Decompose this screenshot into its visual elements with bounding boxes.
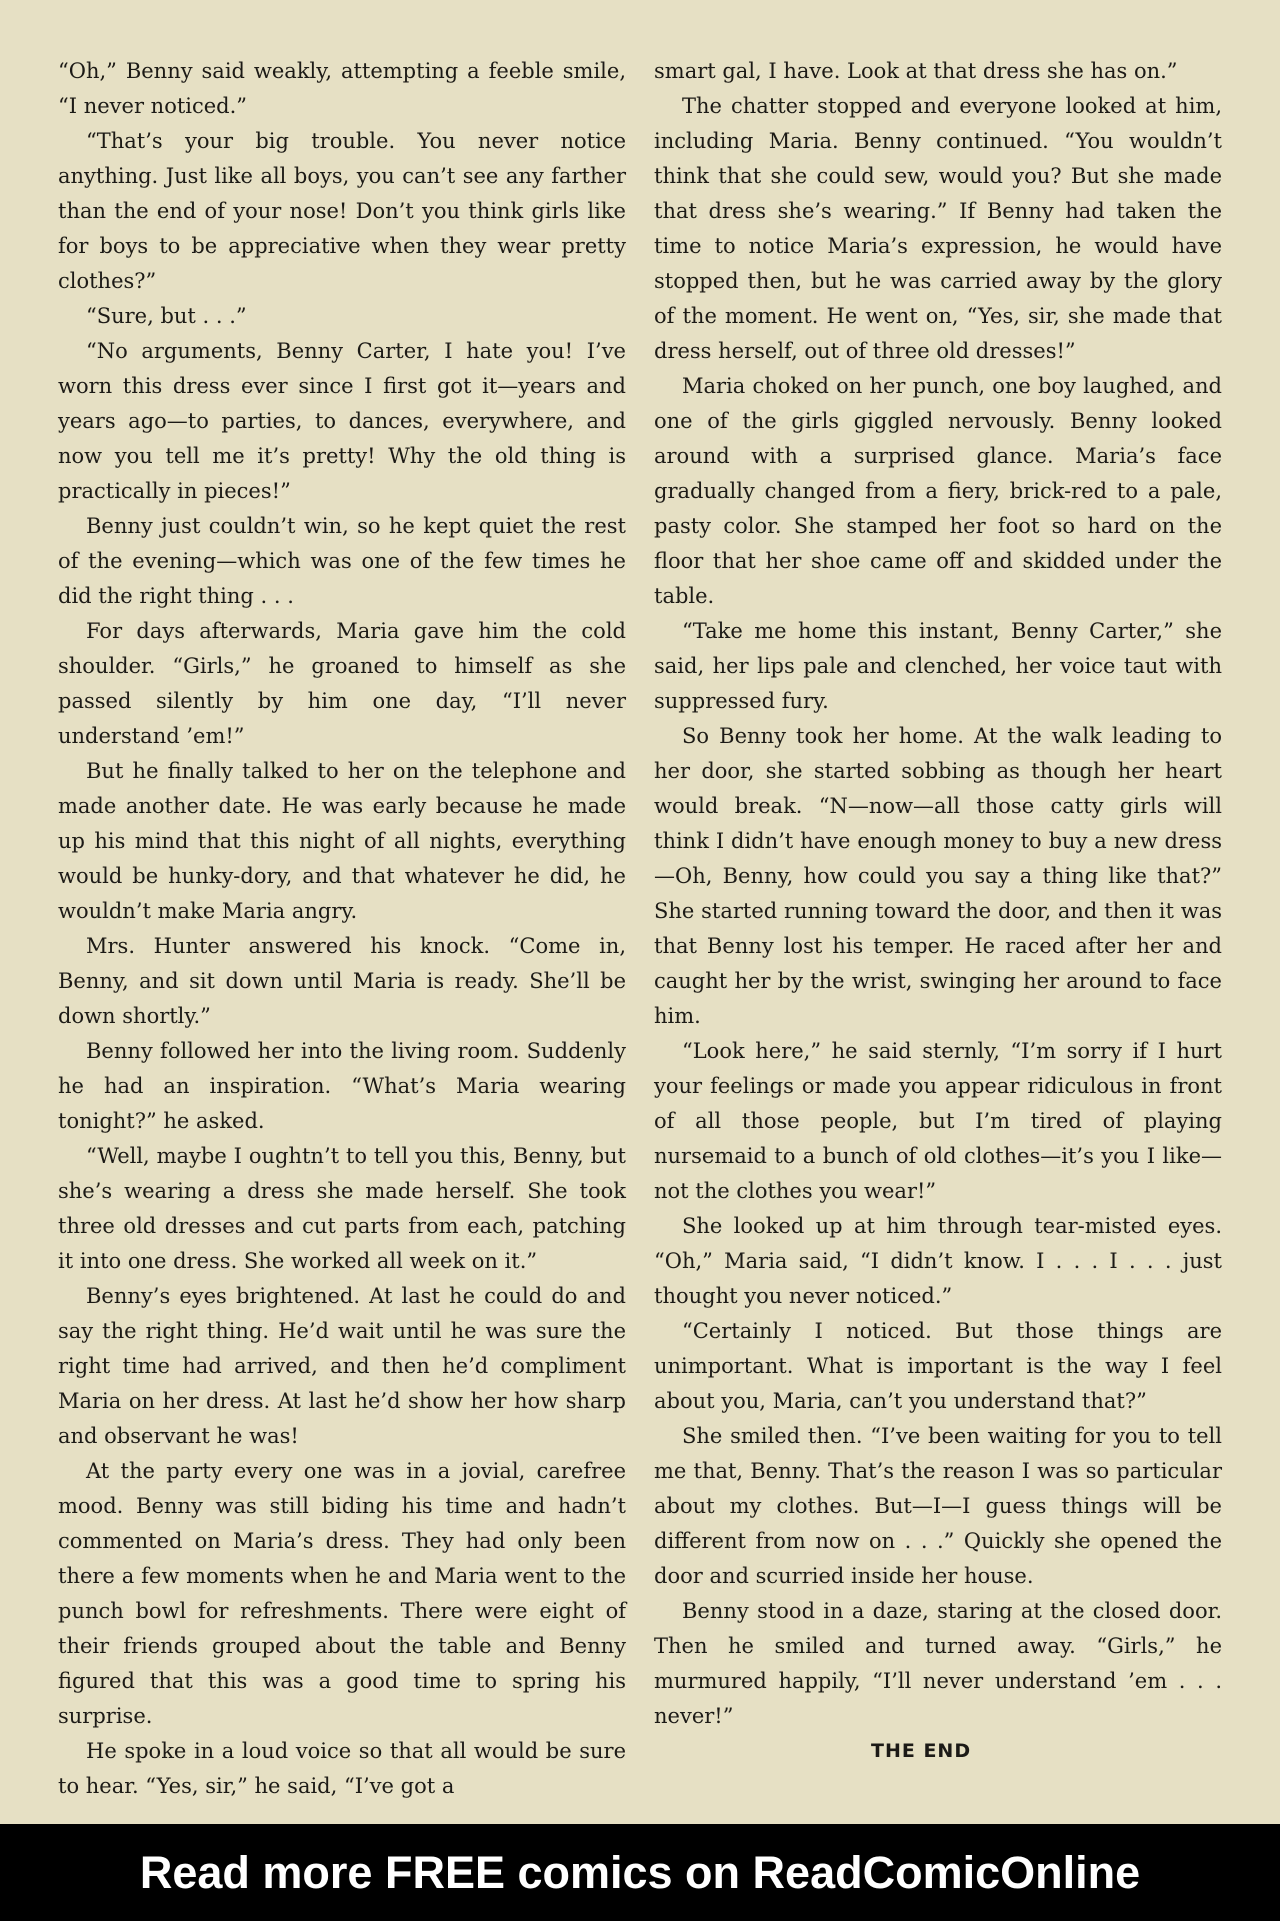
paragraph: She looked up at him through tear-misted eyes. “Oh,” Maria said, “I didn’t know. I . . . I . . . just thought you never noticed.” <box>654 1214 1222 1308</box>
paragraph: So Benny took her home. At the walk leading to her door, she started sobbing as though her heart would break. “N—now—all those catty girls will think I didn’t have enough money to buy a new dress—Oh, Benny, how could you say a thing like that?” She started running toward the door, and then it was that Benny lost his temper. He raced after her and caught her by the wrist, swinging her around to face him. <box>654 724 1222 1028</box>
paragraph: He spoke in a loud voice so that all would be sure to hear. “Yes, sir,” he said, “I’ve got a <box>58 1739 626 1798</box>
paragraph: “No arguments, Benny Carter, I hate you! I’ve worn this dress ever since I first got it—years and years ago—to parties, to dances, everywhere, and now you tell me it’s pretty! Why the old thing is practically in pieces!” <box>58 339 626 503</box>
paragraph: Benny stood in a daze, staring at the closed door. Then he smiled and turned away. “Girls,” he murmured happily, “I’ll never understand ’em . . . never!” <box>654 1599 1222 1728</box>
paragraph: The chatter stopped and everyone looked at him, including Maria. Benny continued. “You wouldn’t think that she could sew, would you? But she made that dress she’s wearing.” If Benny had taken the time to notice Maria’s expression, he would have stopped then, but he was carried away by the glory of the moment. He went on, “Yes, sir, she made that dress herself, out of three old dresses!” <box>654 94 1222 363</box>
paragraph: “Certainly I noticed. But those things are unimportant. What is important is the way I feel about you, Maria, can’t you understand that?” <box>654 1319 1222 1413</box>
promo-banner-text[interactable]: Read more FREE comics on ReadComicOnline <box>139 1846 1141 1898</box>
paragraph: smart gal, I have. Look at that dress she has on.” <box>654 59 1178 83</box>
text-column-right <box>654 54 1222 1769</box>
paragraph: Benny just couldn’t win, so he kept quiet the rest of the evening—which was one of the few times he did the right thing . . . <box>58 514 626 608</box>
paragraph: “Well, maybe I oughtn’t to tell you this, Benny, but she’s wearing a dress she made herself. She took three old dresses and cut parts from each, patching it into one dress. She worked all week on it.” <box>58 1144 626 1273</box>
the-end-label: THE END <box>871 1740 972 1762</box>
paragraph: She smiled then. “I’ve been waiting for you to tell me that, Benny. That’s the reason I was so particular about my clothes. But—I—I guess things will be different from now on . . .” Quickly she opened the door and scurried inside her house. <box>654 1424 1222 1588</box>
paragraph: “Take me home this instant, Benny Carter,” she said, her lips pale and clenched, her voice taut with suppressed fury. <box>654 619 1222 713</box>
paragraph: “Oh,” Benny said weakly, attempting a feeble smile, “I never noticed.” <box>58 59 626 118</box>
promo-banner[interactable] <box>0 1824 1280 1921</box>
paragraph: Benny’s eyes brightened. At last he could do and say the right thing. He’d wait until he was sure the right time had arrived, and then he’d compliment Maria on her dress. At last he’d show her how sharp and observant he was! <box>58 1284 626 1448</box>
paragraph: Benny followed her into the living room. Suddenly he had an inspiration. “What’s Maria wearing tonight?” he asked. <box>58 1039 626 1133</box>
paragraph: “Look here,” he said sternly, “I’m sorry if I hurt your feelings or made you appear ridiculous in front of all those people, but I’m tired of playing nursemaid to a bunch of old clothes—it’s you I like—not the clothes you wear!” <box>654 1039 1222 1203</box>
paragraph: At the party every one was in a jovial, carefree mood. Benny was still biding his time and hadn’t commented on Maria’s dress. They had only been there a few moments when he and Maria went to the punch bowl for refreshments. There were eight of their friends grouped about the table and Benny figured that this was a good time to spring his surprise. <box>58 1459 626 1728</box>
paragraph: But he finally talked to her on the telephone and made another date. He was early because he made up his mind that this night of all nights, everything would be hunky-dory, and that whatever he did, he wouldn’t make Maria angry. <box>58 759 626 923</box>
paragraph: Maria choked on her punch, one boy laughed, and one of the girls giggled nervously. Benny looked around with a surprised glance. Maria’s face gradually changed from a fiery, brick-red to a pale, pasty color. She stamped her foot so hard on the floor that her shoe came off and skidded under the table. <box>654 374 1222 608</box>
paragraph: “Sure, but . . .” <box>86 304 247 328</box>
text-column-left <box>58 54 626 1804</box>
paragraph: For days afterwards, Maria gave him the cold shoulder. “Girls,” he groaned to himself as she passed silently by him one day, “I’ll never understand ’em!” <box>58 619 626 748</box>
paragraph: “That’s your big trouble. You never notice anything. Just like all boys, you can’t see any farther than the end of your nose! Don’t you think girls like for boys to be appreciative when they wear pretty clothes?” <box>58 129 626 293</box>
paragraph: Mrs. Hunter answered his knock. “Come in, Benny, and sit down until Maria is ready. She’ll be down shortly.” <box>58 934 626 1028</box>
